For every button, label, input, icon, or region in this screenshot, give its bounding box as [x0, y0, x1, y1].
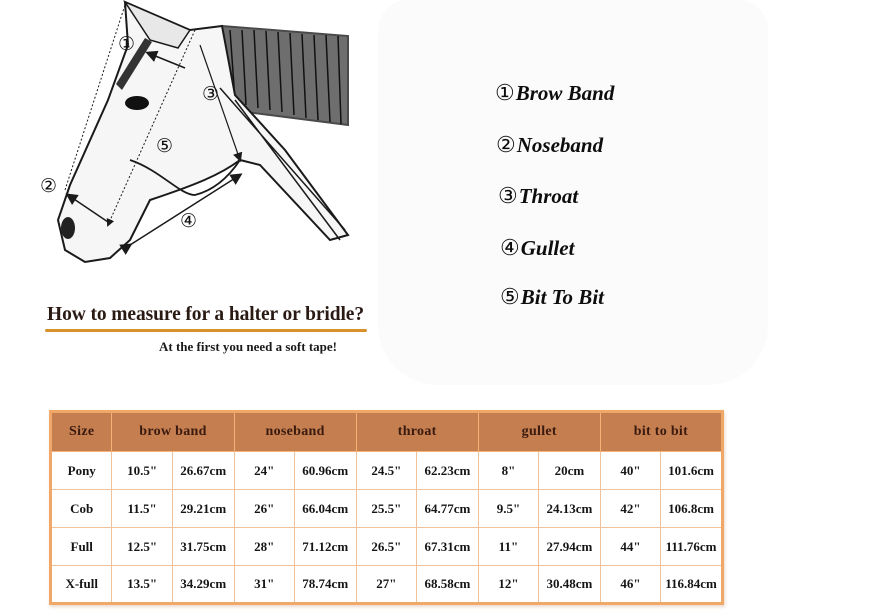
header-gullet: gullet: [478, 412, 600, 452]
gullet-cm: 24.13cm: [539, 490, 601, 528]
header-bit-to-bit: bit to bit: [600, 412, 722, 452]
throat-in: 24.5": [356, 452, 416, 490]
noseband-in: 24": [234, 452, 294, 490]
horse-head-diagram: [30, 0, 370, 280]
throat-cm: 67.31cm: [417, 528, 479, 566]
page-title: How to measure for a halter or bridle?: [47, 304, 365, 325]
gullet-in: 9.5": [478, 490, 538, 528]
marker-1: ①: [118, 33, 136, 55]
bit-to-bit-in: 44": [600, 528, 660, 566]
size-chart-table: [49, 410, 724, 605]
noseband-in: 26": [234, 490, 294, 528]
marker-4: ④: [180, 210, 198, 232]
throat-cm: 64.77cm: [417, 490, 479, 528]
header-size: Size: [51, 412, 112, 452]
brow-band-in: 12.5": [112, 528, 172, 566]
bit-to-bit-cm: 106.8cm: [661, 490, 723, 528]
gullet-cm: 30.48cm: [539, 566, 601, 604]
noseband-cm: 71.12cm: [294, 528, 356, 566]
size-cell: Cob: [51, 490, 112, 528]
brow-band-in: 13.5": [112, 566, 172, 604]
gullet-cm: 27.94cm: [539, 528, 601, 566]
bit-to-bit-in: 46": [600, 566, 660, 604]
legend-item-brow-band: ①Brow Band: [495, 80, 615, 105]
table-row: [51, 528, 723, 566]
throat-in: 26.5": [356, 528, 416, 566]
legend-item-gullet: ④Gullet: [500, 235, 575, 260]
bit-to-bit-cm: 101.6cm: [661, 452, 723, 490]
legend-item-bit-to-bit: ⑤Bit To Bit: [500, 284, 604, 309]
bit-to-bit-cm: 111.76cm: [661, 528, 723, 566]
gullet-in: 8": [478, 452, 538, 490]
header-noseband: noseband: [234, 412, 356, 452]
number-4-icon: ④: [500, 235, 520, 260]
number-5-icon: ⑤: [500, 284, 520, 309]
throat-in: 25.5": [356, 490, 416, 528]
noseband-in: 28": [234, 528, 294, 566]
marker-2: ②: [40, 175, 58, 197]
gullet-in: 11": [478, 528, 538, 566]
brow-band-cm: 26.67cm: [172, 452, 234, 490]
header-brow-band: brow band: [112, 412, 234, 452]
brow-band-in: 11.5": [112, 490, 172, 528]
noseband-in: 31": [234, 566, 294, 604]
legend-item-noseband: ②Noseband: [496, 132, 604, 157]
throat-cm: 68.58cm: [417, 566, 479, 604]
brow-band-cm: 29.21cm: [172, 490, 234, 528]
legend-item-throat: ③Throat: [498, 183, 579, 208]
table-header-row: [51, 412, 723, 452]
brow-band-in: 10.5": [112, 452, 172, 490]
eye: [125, 96, 149, 110]
number-2-icon: ②: [496, 132, 516, 157]
gullet-in: 12": [478, 566, 538, 604]
gullet-cm: 20cm: [539, 452, 601, 490]
size-cell: Pony: [51, 452, 112, 490]
table-row: [51, 566, 723, 604]
marker-3: ③: [202, 83, 220, 105]
size-cell: Full: [51, 528, 112, 566]
throat-in: 27": [356, 566, 416, 604]
nostril: [61, 217, 75, 239]
table-row: [51, 452, 723, 490]
brow-band-cm: 31.75cm: [172, 528, 234, 566]
noseband-cm: 66.04cm: [294, 490, 356, 528]
subtitle: At the first you need a soft tape!: [159, 339, 338, 354]
throat-cm: 62.23cm: [417, 452, 479, 490]
number-1-icon: ①: [495, 80, 515, 105]
size-cell: X-full: [51, 566, 112, 604]
header-throat: throat: [356, 412, 478, 452]
bit-to-bit-in: 40": [600, 452, 660, 490]
bit-to-bit-in: 42": [600, 490, 660, 528]
number-3-icon: ③: [498, 183, 518, 208]
bit-to-bit-cm: 116.84cm: [661, 566, 723, 604]
table-row: [51, 490, 723, 528]
brow-band-cm: 34.29cm: [172, 566, 234, 604]
marker-5: ⑤: [156, 135, 174, 157]
noseband-cm: 60.96cm: [294, 452, 356, 490]
title-underline: [45, 329, 367, 332]
noseband-cm: 78.74cm: [294, 566, 356, 604]
